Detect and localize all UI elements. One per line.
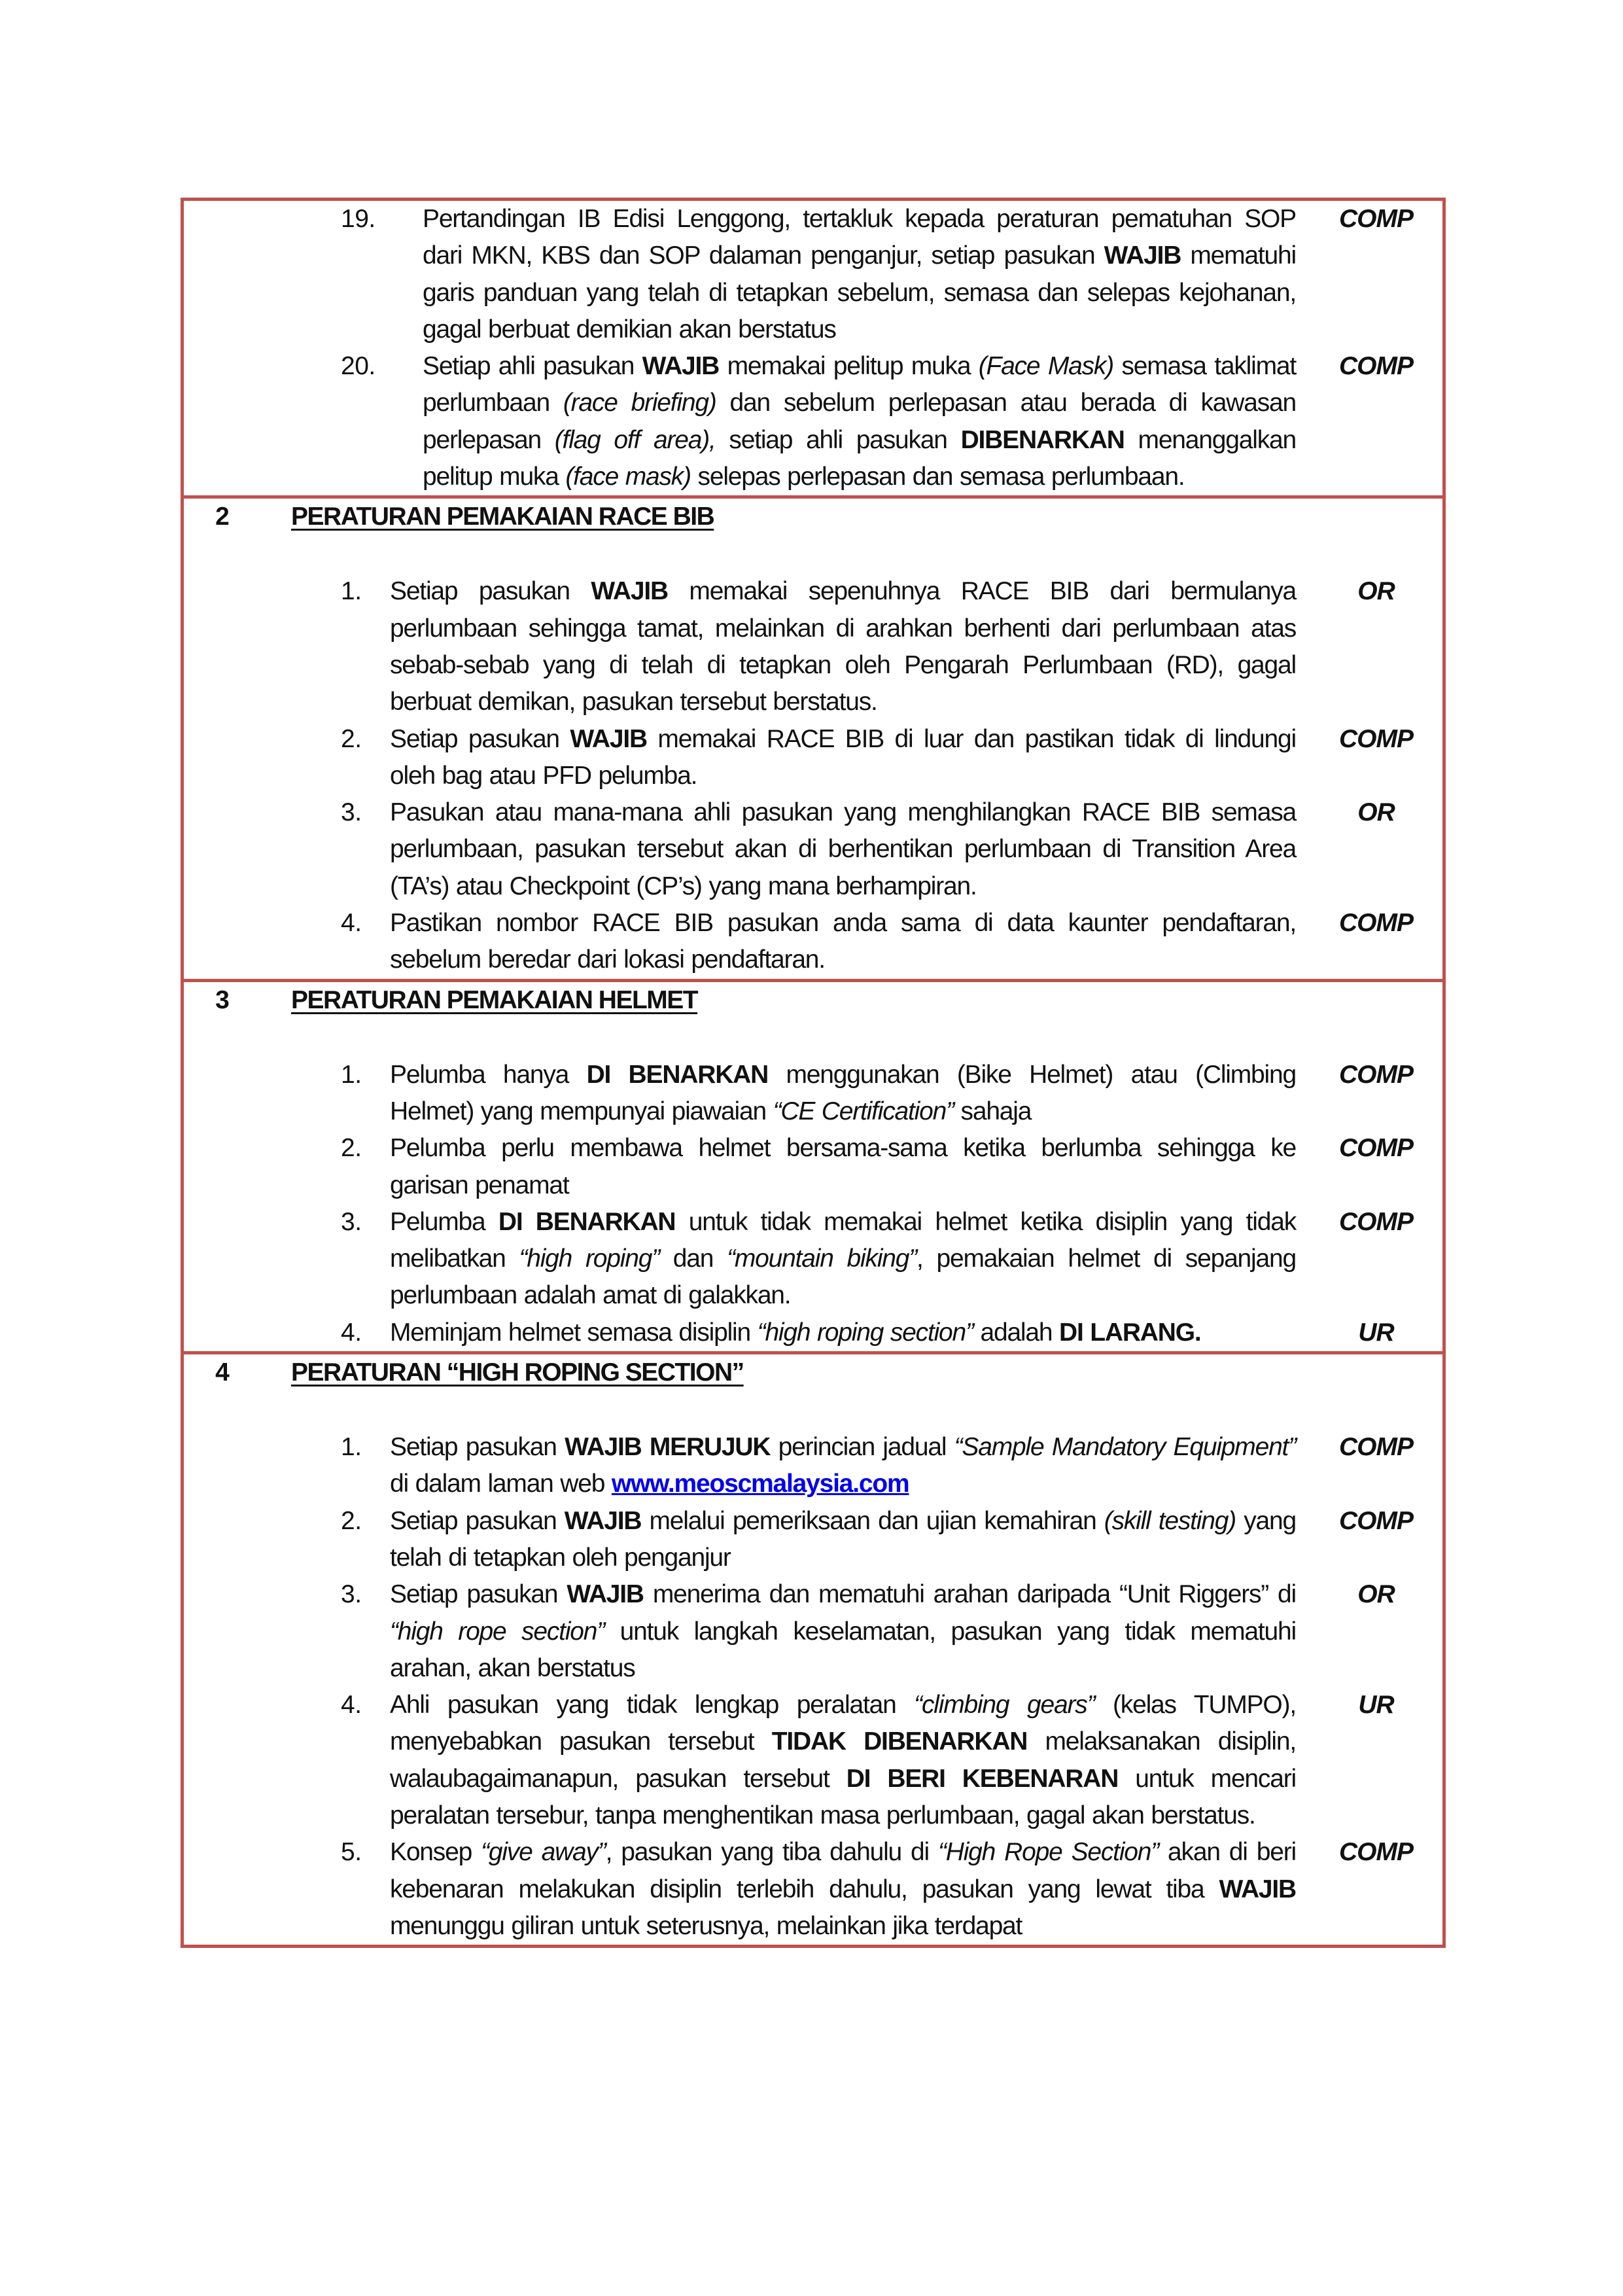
section-number: 4: [215, 1358, 230, 1387]
rule-item: [184, 1429, 1442, 1503]
status-code: UR: [1358, 1318, 1394, 1347]
rule-item: [184, 794, 1442, 905]
text-segment: memakai RACE BIB di luar dan pastikan tidak di lindungi oleh bag atau PFD pelumba.: [390, 724, 1296, 790]
rule-number: 5.: [341, 1838, 362, 1867]
emphasis-italic: “mountain biking”: [727, 1245, 917, 1273]
text-segment: untuk tidak memakai helmet ketika disiplin yang tidak melibatkan: [390, 1207, 1296, 1273]
rule-number: 4.: [341, 909, 362, 938]
text-segment: Pertandingan IB Edisi Lenggong, tertakluk kepada peraturan pematuhan SOP dari MKN, KBS dan SOP dalaman penganjur, setiap pasukan: [423, 205, 1296, 270]
emphasis-bold: WAJIB: [1104, 241, 1181, 270]
rule-item: [184, 1834, 1442, 1945]
emphasis-bold: DI BERI KEBENARAN: [846, 1764, 1119, 1793]
text-segment: Setiap pasukan: [390, 1433, 565, 1462]
section-title: PERATURAN PEMAKAIAN HELMET: [291, 985, 698, 1014]
text-segment: adalah: [973, 1318, 1060, 1347]
emphasis-italic: (skill testing): [1104, 1506, 1236, 1535]
status-code: COMP: [1339, 1838, 1413, 1867]
rule-text: [390, 1834, 1296, 1945]
section-2: [184, 499, 1442, 981]
rule-item: [184, 721, 1442, 795]
text-segment: semasa taklimat perlumbaan: [423, 352, 1296, 417]
text-segment: sahaja: [953, 1097, 1032, 1125]
text-segment: memakai pelitup muka: [719, 352, 979, 381]
text-segment: melaksanakan disiplin, walaubagaimanapun, pasukan tersebut: [390, 1727, 1296, 1793]
text-segment: memakai sepenuhnya RACE BIB dari bermulanya perlumbaan sehingga tamat, melainkan di arahkan berhenti dari perlumbaan atas sebab-sebab yang di telah di tetapkan oleh Pengarah Perlumbaan (RD), gagal berbuat demikan, pasukan tersebut berstatus.: [390, 577, 1296, 716]
emphasis-bold: DIBENARKAN: [960, 425, 1125, 454]
emphasis-bold: WAJIB: [564, 1506, 642, 1535]
section-spacer: [184, 538, 1442, 573]
status-code: COMP: [1339, 724, 1413, 753]
text-segment: (kelas TUMPO), menyebabkan pasukan tersebut: [390, 1691, 1296, 1756]
rule-number: 1.: [341, 1060, 362, 1089]
text-segment: Setiap pasukan: [390, 577, 591, 606]
text-segment: selepas perlepasan dan semasa perlumbaan.: [690, 463, 1185, 491]
emphasis-bold: DI BENARKAN: [586, 1060, 769, 1089]
text-segment: menerima dan mematuhi arahan daripada “Unit Riggers” di: [643, 1580, 1296, 1609]
rule-item: [184, 905, 1442, 979]
rule-text: [390, 1429, 1296, 1503]
section-header: [184, 1354, 1442, 1394]
text-segment: perincian jadual: [770, 1433, 954, 1462]
rule-item: [184, 1576, 1442, 1687]
rule-text: [390, 573, 1296, 720]
emphasis-bold: WAJIB: [642, 352, 720, 381]
status-code: COMP: [1339, 1207, 1413, 1236]
text-segment: Pelumba hanya: [390, 1060, 587, 1089]
rules-table: [181, 198, 1446, 1948]
text-segment: menggunakan (Bike Helmet) atau (Climbing Helmet) yang mempunyai piawaian: [390, 1060, 1296, 1125]
emphasis-bold: WAJIB: [1219, 1875, 1296, 1903]
status-code: UR: [1358, 1691, 1394, 1720]
emphasis-italic: “High Rope Section”: [937, 1838, 1159, 1867]
status-code: OR: [1357, 1580, 1395, 1609]
rule-number: 3.: [341, 1580, 362, 1609]
rule-text: [423, 201, 1296, 348]
text-segment: Ahli pasukan yang tidak lengkap peralatan: [390, 1691, 915, 1720]
rule-number: 3.: [341, 798, 362, 827]
section-header: [184, 982, 1442, 1021]
text-segment: Setiap ahli pasukan: [423, 352, 642, 381]
text-segment: Pelumba: [390, 1207, 498, 1236]
emphasis-italic: (face mask): [565, 463, 691, 491]
emphasis-italic: “high roping”: [519, 1245, 659, 1273]
text-segment: dan: [659, 1245, 727, 1273]
rule-text: [390, 794, 1296, 905]
rule-item: [184, 201, 1442, 348]
status-code: COMP: [1339, 352, 1413, 381]
rule-number: 3.: [341, 1207, 362, 1236]
rule-item: [184, 1130, 1442, 1204]
text-segment: Setiap pasukan: [390, 724, 570, 753]
text-segment: menanggalkan pelitup muka: [423, 425, 1296, 491]
rule-number: 1.: [341, 1433, 362, 1462]
rule-text: [390, 1057, 1296, 1131]
rule-number: 2.: [341, 1506, 362, 1535]
text-segment: akan di beri kebenaran melakukan disiplin terlebih dahulu, pasukan yang lewat tiba: [390, 1838, 1296, 1903]
text-segment: Meminjam helmet semasa disiplin: [390, 1318, 758, 1347]
text-segment: Pasukan atau mana-mana ahli pasukan yang menghilangkan RACE BIB semasa perlumbaan, pasukan tersebut akan di berhentikan perlumbaan di Transition Area (TA’s) atau Checkpoint (CP’s) yang mana berhampiran.: [390, 798, 1296, 900]
rule-item: [184, 1503, 1442, 1577]
section-continued: [184, 201, 1442, 499]
emphasis-bold: WAJIB: [570, 724, 647, 753]
rule-text: [390, 1130, 1296, 1204]
rule-text: [390, 1315, 1296, 1351]
rule-text: [423, 348, 1296, 495]
rule-item: [184, 348, 1442, 495]
rule-number: 1.: [341, 577, 362, 606]
emphasis-bold: DI BENARKAN: [498, 1207, 676, 1236]
website-link[interactable]: www.meoscmalaysia.com: [611, 1470, 909, 1498]
rule-text: [390, 905, 1296, 979]
status-code: COMP: [1339, 1060, 1413, 1089]
section-title: PERATURAN “HIGH ROPING SECTION”: [291, 1358, 744, 1387]
emphasis-italic: “CE Certification”: [773, 1097, 954, 1125]
section-spacer: [184, 1394, 1442, 1429]
text-segment: dan sebelum perlepasan atau berada di kawasan perlepasan: [423, 389, 1297, 454]
status-code: OR: [1357, 577, 1395, 606]
emphasis-bold: WAJIB: [591, 577, 668, 606]
rule-item: [184, 1204, 1442, 1315]
rule-number: 4.: [341, 1691, 362, 1720]
rule-item: [184, 1057, 1442, 1131]
text-segment: melalui pemeriksaan dan ujian kemahiran: [641, 1506, 1104, 1535]
text-segment: Pastikan nombor RACE BIB pasukan anda sama di data kaunter pendaftaran, sebelum beredar dari lokasi pendaftaran.: [390, 909, 1296, 974]
emphasis-bold: TIDAK DIBENARKAN: [771, 1727, 1028, 1756]
section-4: [184, 1354, 1442, 1948]
rule-item: [184, 1687, 1442, 1834]
rule-text: [390, 1503, 1296, 1577]
status-code: OR: [1357, 798, 1395, 827]
text-segment: setiap ahli pasukan: [715, 425, 961, 454]
text-segment: untuk langkah keselamatan, pasukan yang tidak mematuhi arahan, akan berstatus: [390, 1617, 1296, 1682]
text-segment: , pemakaian helmet di sepanjang perlumbaan adalah amat di galakkan.: [390, 1245, 1296, 1310]
emphasis-italic: “Sample Mandatory Equipment”: [954, 1433, 1296, 1462]
rule-text: [390, 1204, 1296, 1315]
rule-number: 19.: [341, 205, 375, 233]
text-segment: mematuhi garis panduan yang telah di tetapkan sebelum, semasa dan selepas kejohanan, gagal berbuat demikian akan berstatus: [423, 241, 1296, 344]
text-segment: , pasukan yang tiba dahulu di: [605, 1838, 938, 1867]
emphasis-bold: WAJIB MERUJUK: [565, 1433, 771, 1462]
emphasis-italic: “climbing gears”: [914, 1691, 1095, 1720]
rule-text: [390, 1576, 1296, 1687]
rule-item: [184, 573, 1442, 720]
text-segment: Setiap pasukan: [390, 1506, 565, 1535]
status-code: COMP: [1339, 909, 1413, 938]
text-segment: yang telah di tetapkan oleh penganjur: [390, 1506, 1296, 1572]
emphasis-bold: WAJIB: [567, 1580, 644, 1609]
emphasis-bold: DI LARANG.: [1059, 1318, 1201, 1347]
section-spacer: [184, 1021, 1442, 1057]
rule-text: [390, 721, 1296, 795]
status-code: COMP: [1339, 1433, 1413, 1462]
emphasis-italic: (flag off area),: [554, 425, 716, 454]
text-segment: Setiap pasukan: [390, 1580, 567, 1609]
emphasis-italic: (race briefing): [563, 389, 716, 417]
emphasis-italic: “high roping section”: [757, 1318, 973, 1347]
section-header: [184, 499, 1442, 538]
text-segment: Pelumba perlu membawa helmet bersama-sama ketika berlumba sehingga ke garisan penamat: [390, 1134, 1296, 1199]
status-code: COMP: [1339, 1506, 1413, 1535]
rule-item: [184, 1315, 1442, 1351]
emphasis-italic: “give away”: [481, 1838, 606, 1867]
section-number: 3: [215, 985, 230, 1014]
section-number: 2: [215, 503, 230, 531]
text-segment: untuk mencari peralatan tersebur, tanpa menghentikan masa perlumbaan, gagal akan berstatus.: [390, 1764, 1296, 1829]
text-segment: di dalam laman web: [390, 1470, 612, 1498]
emphasis-italic: “high rope section”: [390, 1617, 605, 1646]
rule-number: 2.: [341, 724, 362, 753]
text-segment: menunggu giliran untuk seterusnya, melainkan jika terdapat: [390, 1911, 1022, 1940]
status-code: COMP: [1339, 205, 1413, 233]
rule-number: 20.: [341, 352, 375, 381]
rule-number: 2.: [341, 1134, 362, 1163]
rule-text: [390, 1687, 1296, 1834]
emphasis-italic: (Face Mask): [978, 352, 1114, 381]
section-3: [184, 982, 1442, 1354]
section-title: PERATURAN PEMAKAIAN RACE BIB: [291, 503, 714, 531]
text-segment: Konsep: [390, 1838, 481, 1867]
rule-number: 4.: [341, 1318, 362, 1347]
status-code: COMP: [1339, 1134, 1413, 1163]
